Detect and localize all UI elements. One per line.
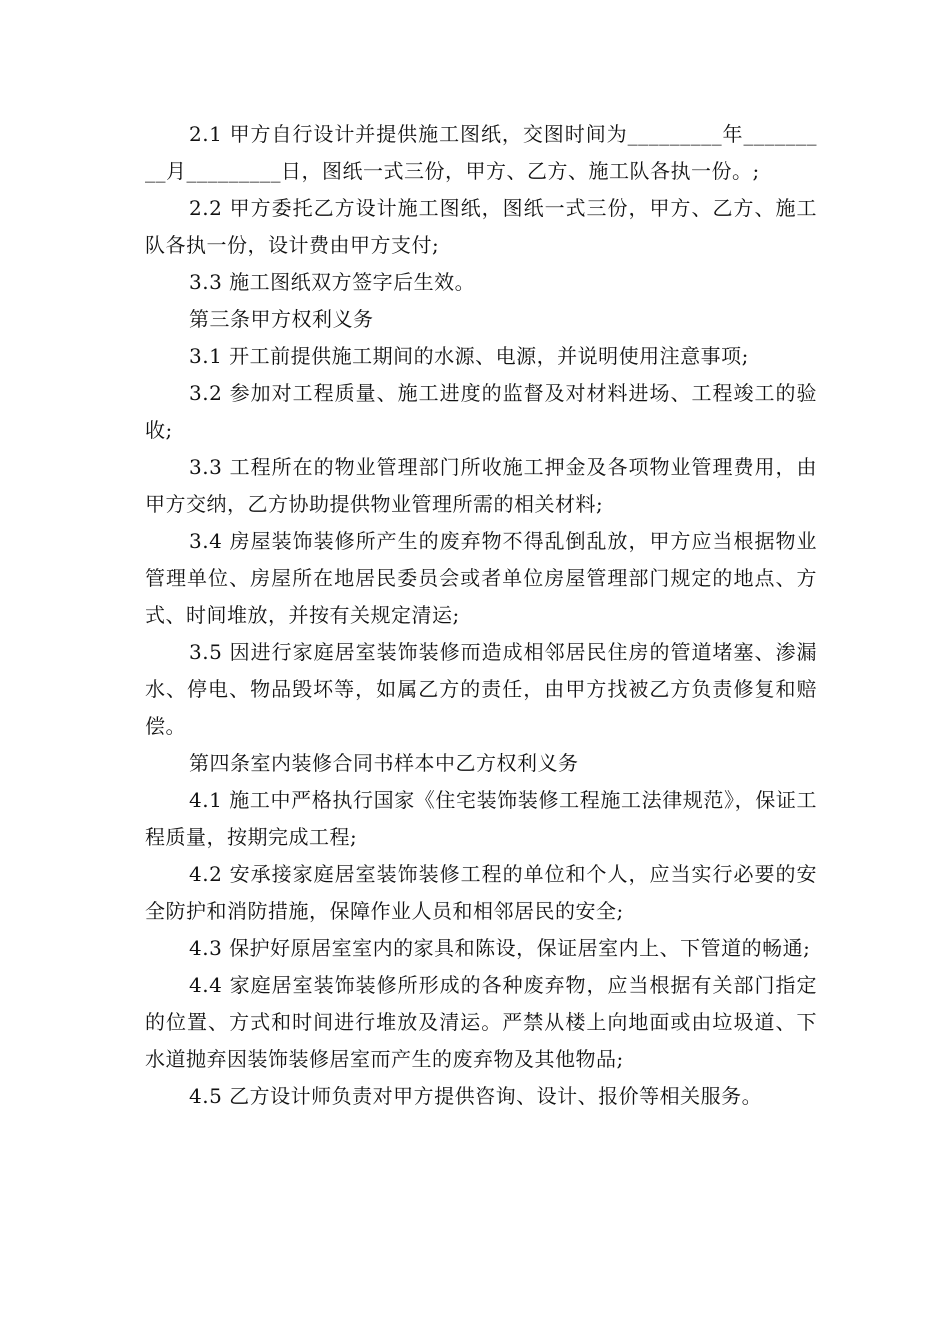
document-body — [145, 116, 817, 1115]
clause-4-4: 4.4 家庭居室装饰装修所形成的各种废弃物，应当根据有关部门指定的位置、方式和时间进行堆放及清运。严禁从楼上向地面或由垃圾道、下水道抛弃因装饰装修居室而产生的废弃物及其他物品; — [145, 973, 817, 1071]
clause-3-4: 3.4 房屋装饰装修所产生的废弃物不得乱倒乱放，甲方应当根据物业管理单位、房屋所在地居民委员会或者单位房屋管理部门规定的地点、方式、时间堆放，并按有关规定清运; — [145, 529, 817, 627]
article-4-heading: 第四条室内装修合同书样本中乙方权利义务 — [189, 751, 579, 775]
clause-4-1: 4.1 施工中严格执行国家《住宅装饰装修工程施工法律规范》，保证工程质量，按期完成工程; — [145, 788, 817, 849]
clause-4-5: 4.5 乙方设计师负责对甲方提供咨询、设计、报价等相关服务。 — [189, 1084, 763, 1108]
clause-2-1: 2.1 甲方自行设计并提供施工图纸，交图时间为_________年_________月_________日，图纸一式三份，甲方、乙方、施工队各执一份。; — [145, 122, 817, 183]
clause-3-5: 3.5 因进行家庭居室装饰装修而造成相邻居民住房的管道堵塞、渗漏水、停电、物品毁坏等，如属乙方的责任，由甲方找被乙方负责修复和赔偿。 — [145, 640, 817, 738]
clause-3-3-drawings: 3.3 施工图纸双方签字后生效。 — [189, 270, 476, 294]
article-3-heading: 第三条甲方权利义务 — [189, 307, 374, 331]
clause-2-2: 2.2 甲方委托乙方设计施工图纸，图纸一式三份，甲方、乙方、施工队各执一份，设计费由甲方支付; — [145, 196, 817, 257]
clause-3-3: 3.3 工程所在的物业管理部门所收施工押金及各项物业管理费用，由甲方交纳，乙方协助提供物业管理所需的相关材料; — [145, 455, 817, 516]
clause-4-3: 4.3 保护好原居室室内的家具和陈设，保证居室内上、下管道的畅通; — [189, 936, 811, 960]
clause-4-2: 4.2 安承接家庭居室装饰装修工程的单位和个人，应当实行必要的安全防护和消防措施，保障作业人员和相邻居民的安全; — [145, 862, 817, 923]
clause-3-1: 3.1 开工前提供施工期间的水源、电源，并说明使用注意事项; — [189, 344, 749, 368]
clause-3-2: 3.2 参加对工程质量、施工进度的监督及对材料进场、工程竣工的验收; — [145, 381, 817, 442]
